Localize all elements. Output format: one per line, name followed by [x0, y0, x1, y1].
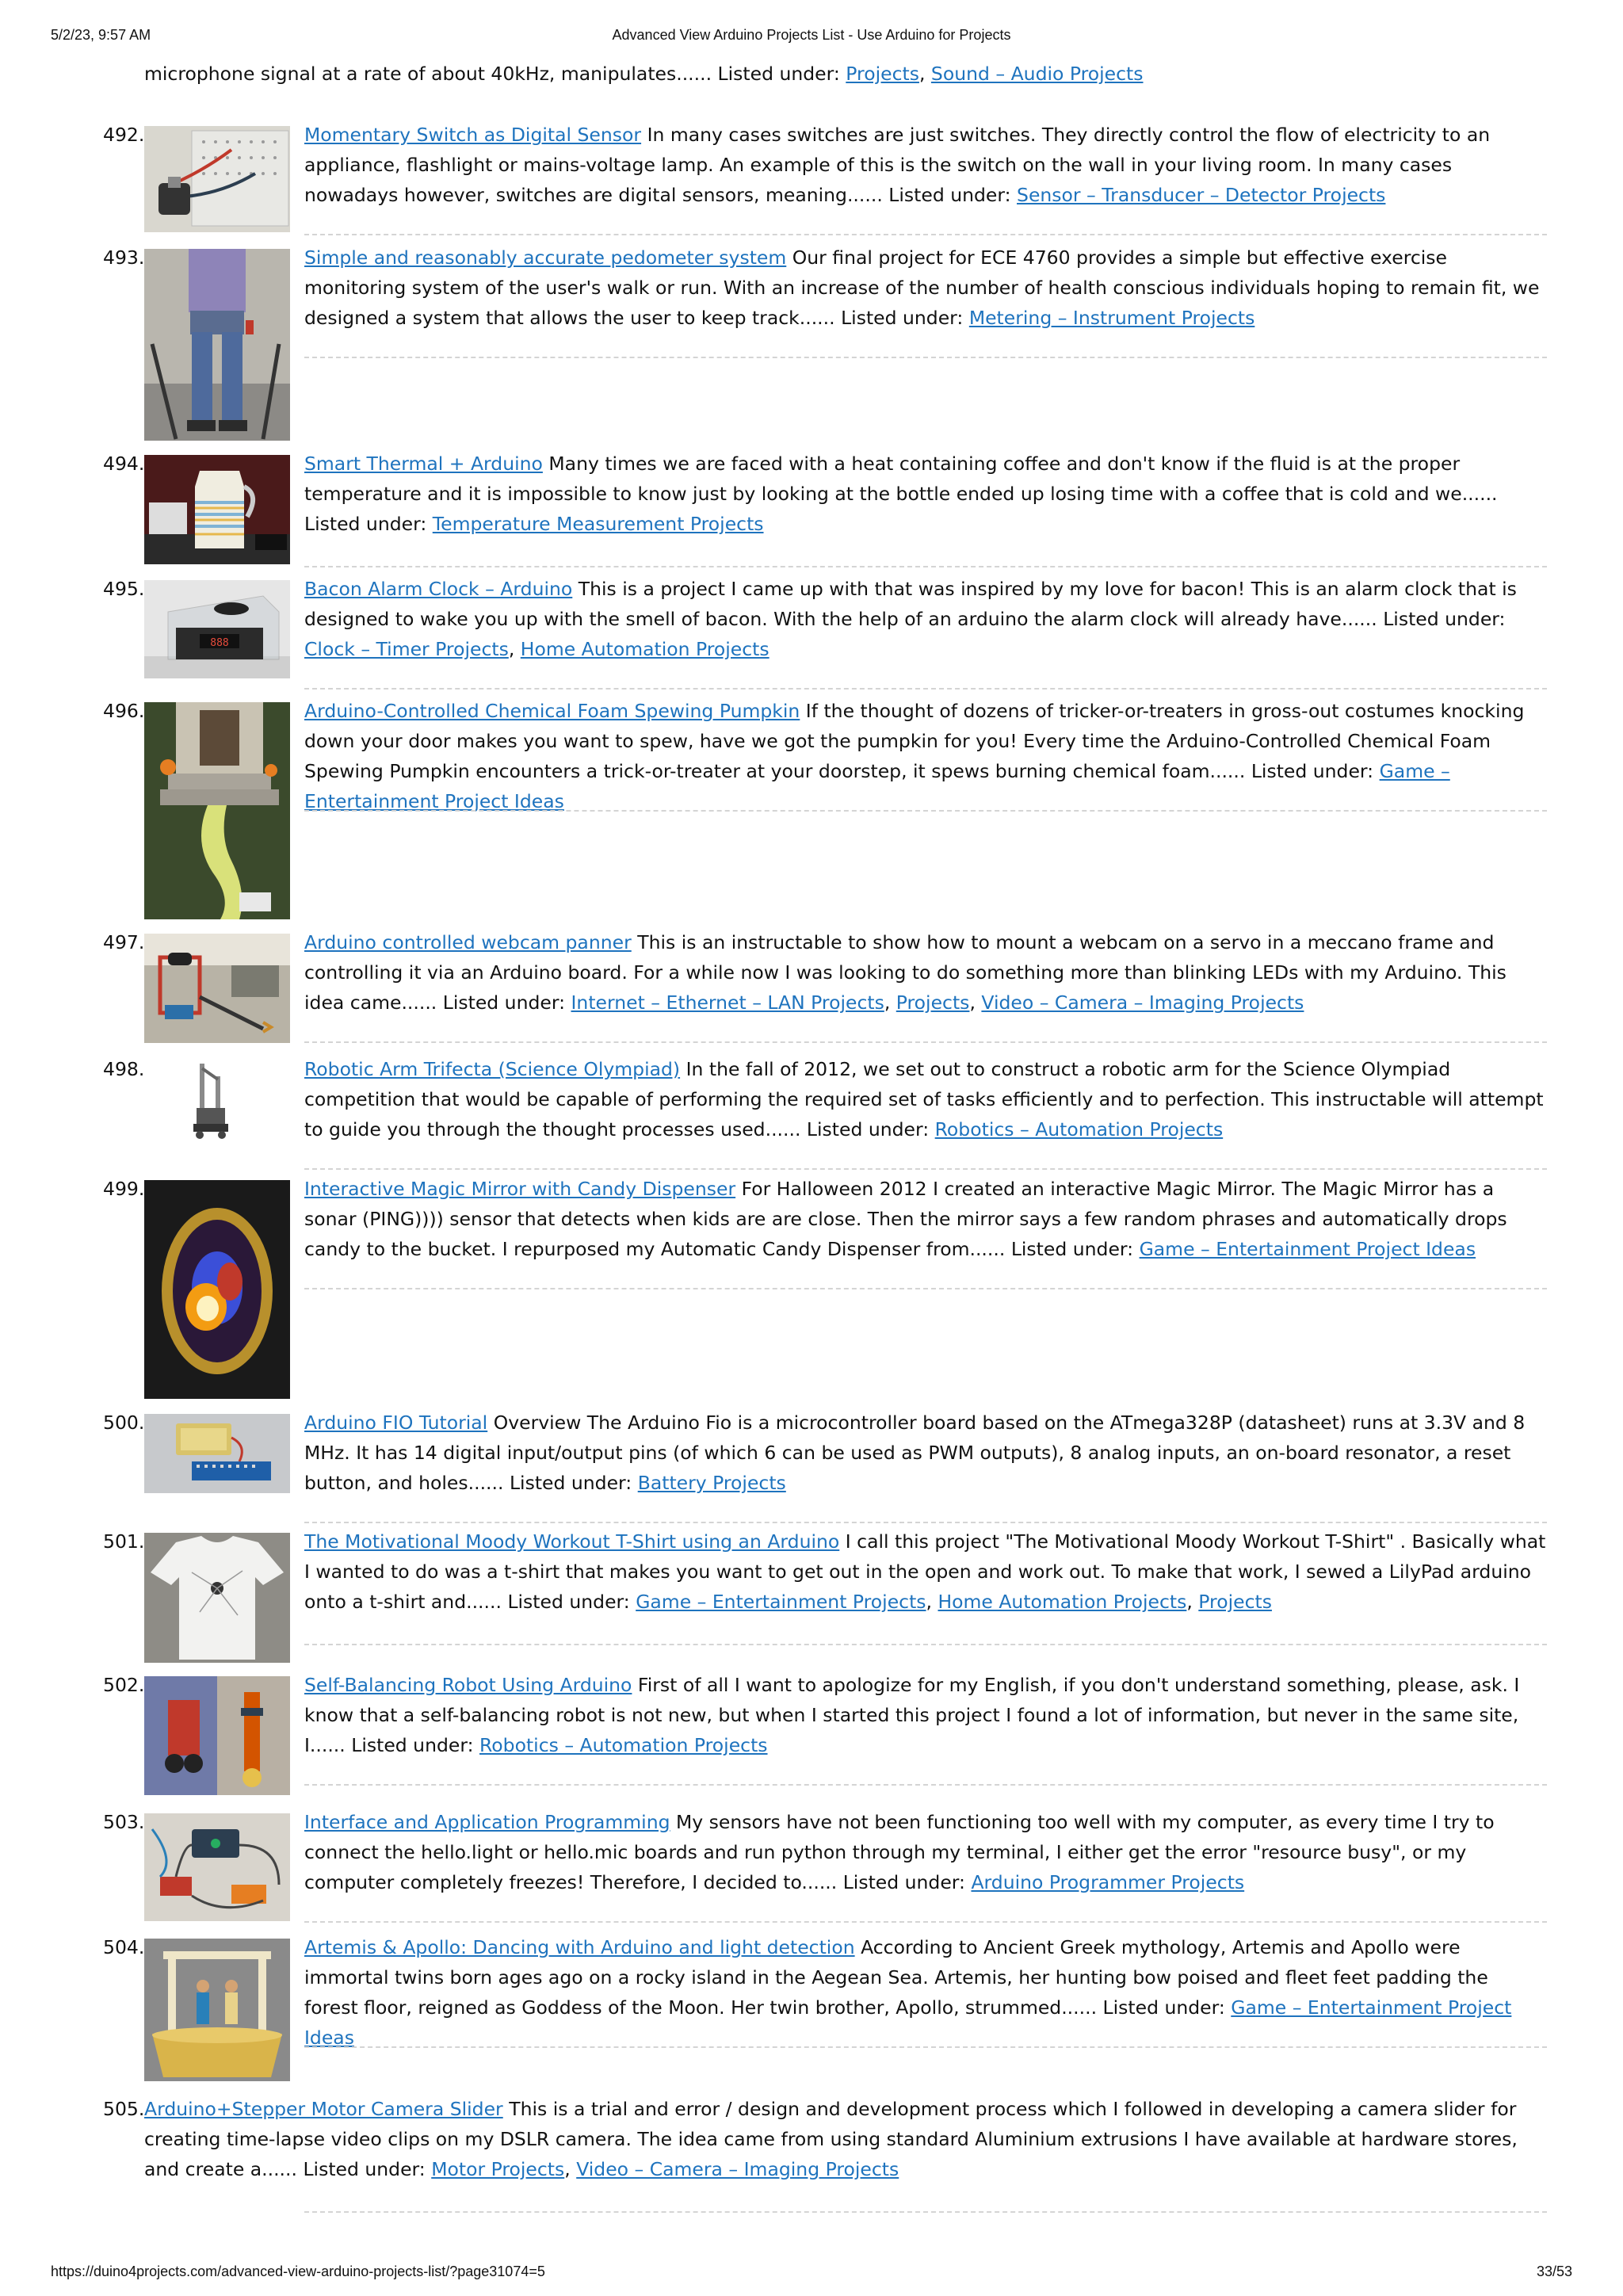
listed-under-label: Listed under:	[806, 1118, 930, 1140]
project-thumbnail[interactable]	[144, 1414, 290, 1493]
robotic-arm-image	[144, 1060, 290, 1146]
project-description: I call this project "The Motivational Moody Workout T-Shirt" . Basically what I wanted to do was a t-shirt that makes you want to get out in the open and work out. To make that work, I sewed a LilyPad arduino onto a t-shirt and......	[304, 1530, 1546, 1613]
entry-number: 505.	[103, 2098, 145, 2120]
entry-text	[304, 574, 1547, 664]
project-title-link[interactable]: Arduino-Controlled Chemical Foam Spewing Pumpkin	[304, 700, 800, 722]
entry-separator	[304, 688, 1547, 690]
entry-separator	[304, 1041, 1547, 1043]
category-link[interactable]: Temperature Measurement Projects	[432, 513, 764, 535]
category-link[interactable]: Clock – Timer Projects	[304, 638, 509, 660]
entry-categories	[479, 1734, 768, 1756]
svg-text:888: 888	[210, 637, 229, 649]
entry-number: 498.	[103, 1058, 145, 1080]
project-description: For Halloween 2012 I created an interactive Magic Mirror. The Magic Mirror has a sonar (PING)))) sensor that detects when kids are are close. Then the mirror says a few random phrases and automatically drops candy to the bucket. I repurposed my Automatic Candy Dispenser from......	[304, 1178, 1507, 1260]
listed-under-label: Listed under:	[1251, 760, 1374, 782]
project-thumbnail[interactable]	[144, 249, 290, 441]
listed-under-label: Listed under:	[304, 513, 427, 535]
entry-separator	[304, 2211, 1547, 2213]
listed-under-label: Listed under:	[351, 1734, 474, 1756]
print-title: Advanced View Arduino Projects List - Use Arduino for Projects	[612, 27, 1011, 43]
entry-categories	[433, 513, 764, 535]
project-thumbnail[interactable]	[144, 1939, 290, 2081]
project-thumbnail[interactable]	[144, 455, 290, 564]
entry-categories	[935, 1118, 1224, 1140]
entry-separator	[304, 1644, 1547, 1645]
entry-text	[304, 696, 1547, 816]
category-link[interactable]: , Home Automation Projects	[926, 1591, 1187, 1613]
entry-text	[304, 120, 1547, 210]
print-url: https://duino4projects.com/advanced-view-arduino-projects-list/?page31074=5	[51, 2264, 545, 2279]
category-link[interactable]: Projects	[846, 63, 919, 85]
listed-under-label: Listed under:	[442, 991, 566, 1014]
entry-text	[304, 243, 1547, 333]
project-description: Our final project for ECE 4760 provides a simple but effective exercise monitoring system of the user's walk or run. With an increase of the number of health conscious individuals hoping to remain fit, we designed a system that allows the user to keep track......	[304, 246, 1540, 329]
project-description: In many cases switches are just switches. They directly control the flow of electricity to an appliance, flashlight or mains-voltage lamp. An example of this is the switch on the wall in your living room. In many cases nowadays however, switches are digital sensors, meaning......	[304, 124, 1491, 206]
category-link[interactable]: , Video – Camera – Imaging Projects	[564, 2158, 899, 2180]
bacon-clock-image	[144, 580, 290, 678]
project-thumbnail[interactable]	[144, 1813, 290, 1921]
project-thumbnail[interactable]	[144, 1060, 290, 1146]
project-thumbnail[interactable]	[144, 1676, 290, 1795]
listed-under-label: Listed under:	[717, 63, 840, 85]
print-header	[51, 27, 1572, 46]
project-description: This is an instructable to show how to mount a webcam on a servo in a meccano frame and controlling it via an Arduino board. For a while now I was looking to do something more than blinking LEDs with my Arduino. This idea came......	[304, 931, 1507, 1014]
listed-under-label: Listed under:	[888, 184, 1011, 206]
listed-under-label: Listed under:	[509, 1472, 632, 1494]
category-link[interactable]: , Sound – Audio Projects	[919, 63, 1144, 85]
entry-text	[304, 1807, 1547, 1897]
project-description: This is a project I came up with that was inspired by my love for bacon! This is an alarm clock that is designed to wake you up with the smell of bacon. With the help of an arduino the alarm clock will already have......	[304, 578, 1517, 630]
project-title-link[interactable]: Smart Thermal + Arduino	[304, 453, 543, 475]
category-link[interactable]: Game – Entertainment Project Ideas	[304, 760, 1450, 812]
project-description: Overview The Arduino Fio is a microcontroller board based on the ATmega328P (datasheet) runs at 3.3V and 8 MHz. It has 14 digital input/output pins (of which 6 can be used as PWM outputs), 8 analog inputs, an on-board resonator, a reset button, and holes......	[304, 1412, 1526, 1494]
project-title-link[interactable]: The Motivational Moody Workout T-Shirt using an Arduino	[304, 1530, 840, 1553]
entry-number: 493.	[103, 246, 145, 269]
fio-board-image	[144, 1414, 290, 1493]
project-title-link[interactable]: Interface and Application Programming	[304, 1811, 670, 1833]
project-title-link[interactable]: Interactive Magic Mirror with Candy Dispenser	[304, 1178, 736, 1200]
category-link[interactable]: , Video – Camera – Imaging Projects	[969, 991, 1304, 1014]
project-thumbnail[interactable]	[144, 1180, 290, 1399]
entry-separator	[304, 566, 1547, 567]
entry-number: 501.	[103, 1530, 145, 1553]
category-link[interactable]: , Projects	[1186, 1591, 1272, 1613]
project-description: Many times we are faced with a heat containing coffee and don't know if the fluid is at the proper temperature and it is impossible to know just by looking at the bottle ended up losing time with a coffee that is cold and we......	[304, 453, 1498, 505]
person-pedometer-image	[144, 249, 290, 441]
listed-under-label: Listed under:	[841, 307, 964, 329]
entry-number: 502.	[103, 1674, 145, 1696]
project-title-link[interactable]: Bacon Alarm Clock – Arduino	[304, 578, 573, 600]
entry-text	[304, 1174, 1547, 1264]
project-thumbnail[interactable]	[144, 1533, 290, 1663]
entry-categories	[638, 1472, 786, 1494]
webcam-panner-image	[144, 934, 290, 1043]
breadboard-switch-image	[144, 126, 290, 232]
listed-under-label: Listed under:	[1383, 608, 1506, 630]
print-datetime: 5/2/23, 9:57 AM	[51, 27, 151, 43]
listed-under-label: Listed under:	[1010, 1238, 1134, 1260]
entry-categories	[1017, 184, 1385, 206]
category-link[interactable]: Metering – Instrument Projects	[968, 307, 1255, 329]
category-link[interactable]: Robotics – Automation Projects	[479, 1734, 768, 1756]
entry-separator	[304, 1288, 1547, 1289]
project-thumbnail[interactable]	[144, 126, 290, 232]
entry-text	[304, 1408, 1547, 1498]
project-description: This is a trial and error / design and development process which I followed in developing a camera slider for creating time-lapse video clips on my DSLR camera. The idea came from using standard Aluminium extrusions I have available at hardware stores, and create a......	[144, 2098, 1518, 2180]
category-link[interactable]: Arduino Programmer Projects	[971, 1871, 1245, 1893]
entry-categories	[636, 1591, 1272, 1613]
artemis-apollo-image	[144, 1939, 290, 2081]
project-title-link[interactable]: Robotic Arm Trifecta (Science Olympiad)	[304, 1058, 681, 1080]
category-link[interactable]: Internet – Ethernet – LAN Projects	[571, 991, 884, 1014]
entry-categories	[969, 307, 1255, 329]
project-title-link[interactable]: Artemis & Apollo: Dancing with Arduino and light detection	[304, 1936, 855, 1958]
boards-cables-image	[144, 1813, 290, 1921]
entry-text	[304, 1526, 1547, 1617]
project-thumbnail[interactable]	[144, 580, 290, 678]
project-title-link[interactable]: Self-Balancing Robot Using Arduino	[304, 1674, 632, 1696]
entry-number: 500.	[103, 1412, 145, 1434]
project-description: First of all I want to apologize for my English, if you don't understand something, please, ask. I know that a self-balancing robot is not new, but when I started this project I found a lot of information, but never in the same site, I......	[304, 1674, 1520, 1756]
entry-number: 494.	[103, 453, 145, 475]
category-link[interactable]: Game – Entertainment Project Ideas	[1139, 1238, 1476, 1260]
entry-number: 503.	[103, 1811, 145, 1833]
entry-number: 504.	[103, 1936, 145, 1958]
project-title-link[interactable]: Simple and reasonably accurate pedometer system	[304, 246, 787, 269]
entry-separator	[304, 1921, 1547, 1923]
project-description: My sensors have not been functioning too well with my computer, as every time I try to connect the hello.light or hello.mic boards and run python through my terminal, I either get the error "resource busy", or my computer completely freezes! Therefore, I decided to......	[304, 1811, 1495, 1893]
print-footer	[51, 2264, 1572, 2283]
project-title-link[interactable]: Arduino FIO Tutorial	[304, 1412, 488, 1434]
entry-categories	[1140, 1238, 1476, 1260]
entry-text	[304, 449, 1547, 539]
intro-text: microphone signal at a rate of about 40kHz, manipulates......	[144, 63, 712, 85]
entry-number: 496.	[103, 700, 145, 722]
entry-number: 492.	[103, 124, 145, 146]
category-link[interactable]: Sensor – Transducer – Detector Projects	[1017, 184, 1386, 206]
category-link[interactable]: Game – Entertainment Projects	[636, 1591, 926, 1613]
project-title-link[interactable]: Momentary Switch as Digital Sensor	[304, 124, 642, 146]
category-link[interactable]: Motor Projects	[431, 2158, 565, 2180]
category-link[interactable]: , Projects	[884, 991, 970, 1014]
project-title-link[interactable]: Arduino+Stepper Motor Camera Slider	[144, 2098, 503, 2120]
page-number: 33/53	[1536, 2264, 1572, 2279]
entry-text	[304, 927, 1547, 1018]
entry-separator	[304, 1522, 1547, 1523]
entry-text	[304, 1054, 1547, 1144]
entry-categories	[971, 1871, 1244, 1893]
entry-separator	[304, 810, 1547, 812]
category-link[interactable]: Game – Entertainment Project Ideas	[304, 1996, 1512, 2049]
entry-separator	[304, 234, 1547, 235]
project-title-link[interactable]: Arduino controlled webcam panner	[304, 931, 632, 953]
entry-number: 497.	[103, 931, 145, 953]
project-description: According to Ancient Greek mythology, Artemis and Apollo were immortal twins born ages ago on a rocky island in the Aegean Sea. Artemis, her hunting bow poised and fleet feet padding the forest floor, reigned as Goddess of the Moon. Her twin brother, Apollo, strummed......	[304, 1936, 1488, 2019]
project-description: In the fall of 2012, we set out to construct a robotic arm for the Science Olympiad competition that would be capable of performing the required set of tasks efficiently and to perfection. This instructable will attempt to guide you through the thought processes used......	[304, 1058, 1544, 1140]
entry-categories	[571, 991, 1304, 1014]
entry-text	[304, 1932, 1547, 2053]
listed-under-label: Listed under:	[507, 1591, 630, 1613]
entry-number: 495.	[103, 578, 145, 600]
intro-categories	[846, 63, 1143, 85]
project-thumbnail[interactable]	[144, 934, 290, 1043]
balancing-robot-image	[144, 1676, 290, 1795]
entry-separator	[304, 2046, 1547, 2048]
entry-text	[304, 1670, 1547, 1760]
listed-under-label: Listed under:	[842, 1871, 965, 1893]
entry-number: 499.	[103, 1178, 145, 1200]
entry-separator	[304, 1784, 1547, 1786]
intro-continuation	[144, 59, 1547, 89]
t-shirt-image	[144, 1533, 290, 1663]
entry-categories	[431, 2158, 899, 2180]
listed-under-label: Listed under:	[303, 2158, 426, 2180]
thermal-jug-image	[144, 455, 290, 564]
entry-separator	[304, 1168, 1547, 1170]
entry-categories	[304, 638, 769, 660]
entry-separator	[304, 357, 1547, 358]
category-link[interactable]: Robotics – Automation Projects	[934, 1118, 1224, 1140]
project-description: If the thought of dozens of tricker-or-treaters in gross-out costumes knocking down your door makes you want to spew, have we got the pumpkin for you! Every time the Arduino-Controlled Chemical Foam Spewing Pumpkin encounters a trick-or-treater at your doorstep, it spews burning chemical foam......	[304, 700, 1525, 782]
entry-text	[144, 2094, 1547, 2184]
category-link[interactable]: , Home Automation Projects	[509, 638, 769, 660]
project-thumbnail[interactable]	[144, 702, 290, 919]
category-link[interactable]: Battery Projects	[637, 1472, 786, 1494]
listed-under-label: Listed under:	[1102, 1996, 1225, 2019]
pumpkin-foam-image	[144, 702, 290, 919]
magic-mirror-image	[144, 1180, 290, 1399]
